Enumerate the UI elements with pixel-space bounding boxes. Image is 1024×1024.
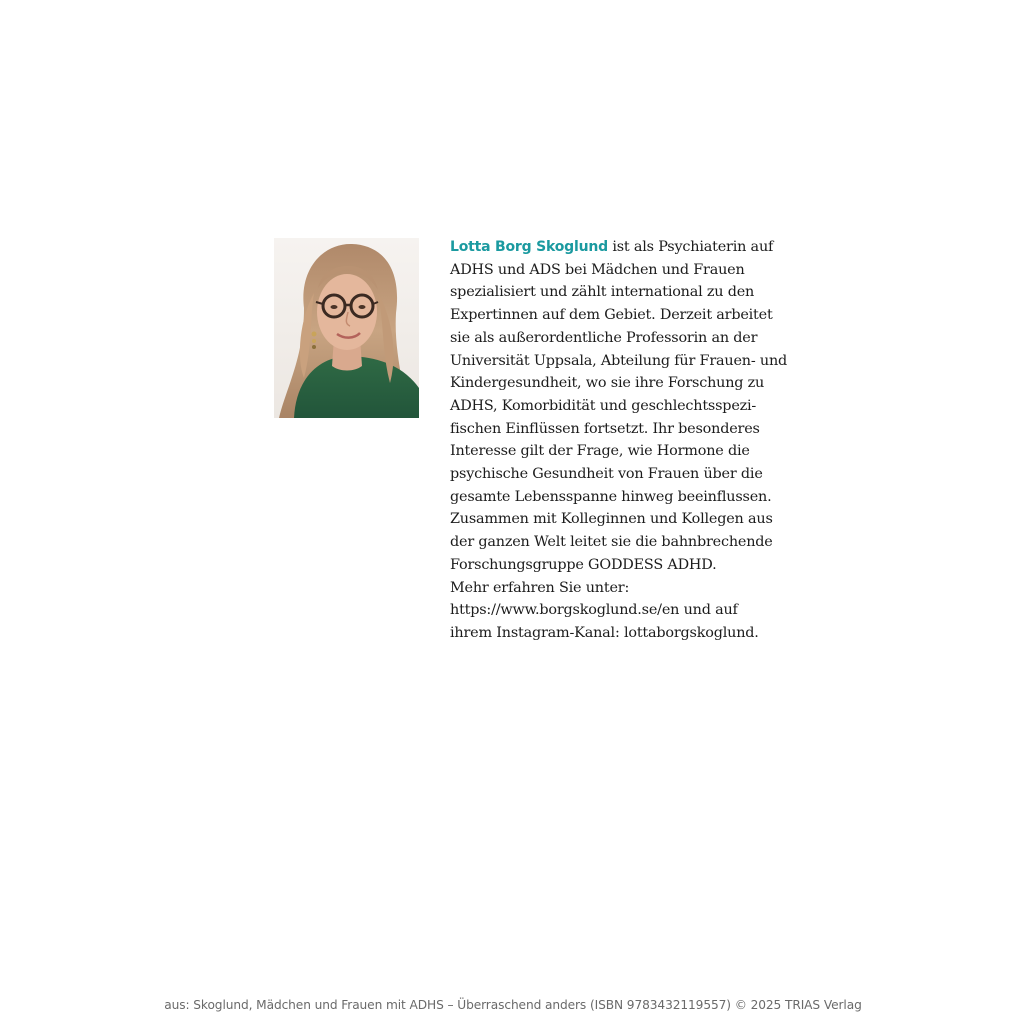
author-photo	[274, 238, 419, 418]
bio-line: Expertinnen auf dem Gebiet. Derzeit arbeitet	[450, 307, 773, 324]
page-footer-citation: aus: Skoglund, Mädchen und Frauen mit ADHS – Überraschend anders (ISBN 9783432119557) © 2025 TRIAS Verlag	[164, 998, 862, 1012]
bio-line-text: ist als Psychiaterin auf	[607, 239, 774, 255]
bio-line: ihrem Instagram-Kanal: lottaborgskoglund.	[450, 624, 759, 641]
bio-line: Universität Uppsala, Abteilung für Frauen- und	[450, 352, 788, 369]
bio-line: Mehr erfahren Sie unter:	[450, 579, 630, 596]
bio-line: psychische Gesundheit von Frauen über die	[450, 466, 763, 483]
bio-line: Kindergesundheit, wo sie ihre Forschung zu	[450, 375, 765, 392]
bio-line: der ganzen Welt leitet sie die bahnbrechende	[450, 534, 773, 551]
bio-line: ADHS und ADS bei Mädchen und Frauen	[450, 261, 745, 278]
bio-line	[450, 236, 790, 259]
bio-line: Zusammen mit Kolleginnen und Kollegen aus	[450, 511, 773, 528]
author-photo-illustration	[274, 238, 419, 418]
bio-line: ADHS, Komorbidität und geschlechtsspezi-	[450, 397, 757, 414]
bio-line: spezialisiert und zählt international zu den	[450, 284, 755, 301]
bio-line: Forschungsgruppe GODDESS ADHD.	[450, 556, 717, 573]
author-bio	[450, 236, 790, 645]
bio-line: gesamte Lebensspanne hinweg beeinflussen.	[450, 488, 772, 505]
bio-line-link: https://www.borgskoglund.se/en und auf	[450, 602, 738, 619]
bio-line: sie als außerordentliche Professorin an der	[450, 329, 758, 346]
bio-line: Interesse gilt der Frage, wie Hormone die	[450, 443, 750, 460]
author-name: Lotta Borg Skoglund	[450, 239, 608, 255]
bio-line: fischen Einflüssen fortsetzt. Ihr besonderes	[450, 420, 760, 437]
